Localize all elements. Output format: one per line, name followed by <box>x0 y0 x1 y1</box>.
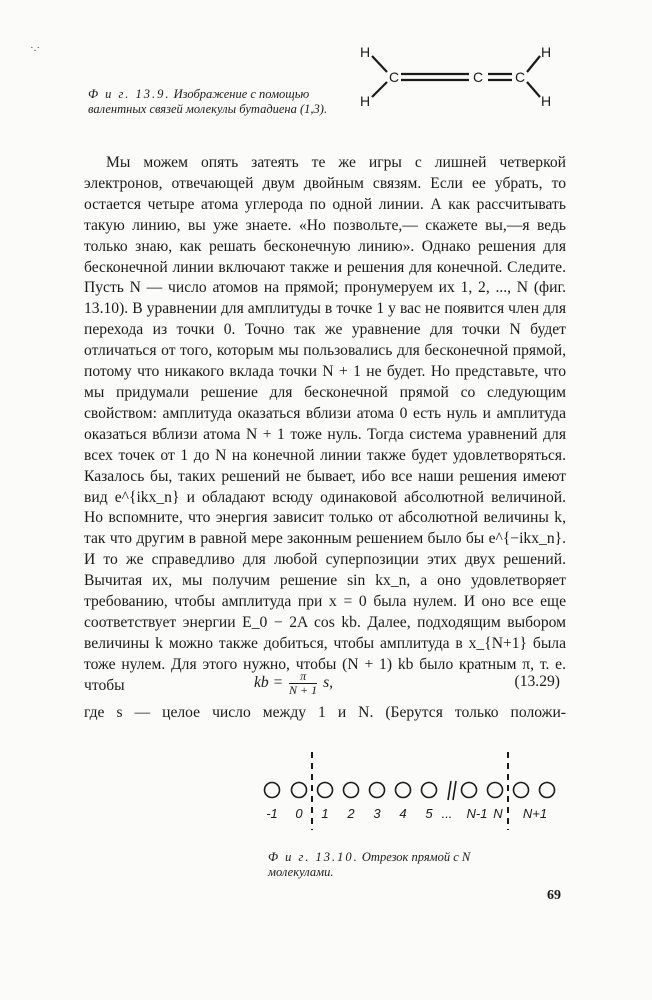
atom-h1: H <box>359 44 371 60</box>
equation-expression <box>254 670 333 697</box>
break-mark <box>453 781 456 800</box>
atom-c1: C <box>388 69 400 85</box>
figure-13-9-caption <box>88 87 336 117</box>
bond-c4-h-top <box>527 56 540 72</box>
page-number: 69 <box>547 888 561 903</box>
atom-label: N-1 <box>466 806 488 821</box>
figure-13-9-text: Изображение с помощью валентных связей молекулы бутадиена (1,3). <box>88 87 328 116</box>
atom-label: 4 <box>399 806 407 821</box>
atom-circle <box>344 783 359 798</box>
line-segment-diagram <box>255 750 565 835</box>
atom-label: ... <box>441 806 453 821</box>
atom-circle <box>462 783 477 798</box>
equation-tail: s, <box>323 674 334 692</box>
atom-h4: H <box>540 93 552 109</box>
atom-circle <box>514 783 529 798</box>
atom-label: -1 <box>266 806 278 821</box>
main-paragraph <box>84 153 566 697</box>
scan-mark: ·.· <box>30 42 41 54</box>
paragraph-text: Мы можем опять затеять те же игры с лишней четверкой электронов, отвечающей двум двойным связям. Если ее убрать, то остается четыре атома углерода по одной линии. А как рассчитывать такую линию, вы уже знаете. «Но позвольте,— скажете вы,—я ведь только знаю, как решать бесконечную линию». Однако решения для бесконечной линии включают также и решения для конечной. Следите. Пусть N — число атомов на прямой; пронумеруем их 1, 2, ..., N (фиг. 13.10). В уравнении для амплитуды в точке 1 у вас не появится член для перехода из точки 0. Точно так же уравнение для точки N будет отличаться от того, которым мы пользовались для бесконечной прямой, потому что никакого вклада точки N + 1 не будет. Но представьте, что мы придумали решение для бесконечной прямой со следующим свойством: амплитуда оказаться вблизи атома 0 есть нуль и амплитуда оказаться вблизи атома N + 1 тоже нуль. Тогда система уравнений для всех точек от 1 до N на конечной линии также будет удовлетворяться. Казалось бы, таких решений не бывает, ибо все наши решения имеют вид e^{ikx_n} и обладают всюду одинаковой абсолютной величиной. Но вспомните, что энергия зависит только от абсолютной величины k, так что другим в равной мере законным решением было бы e^{−ikx_n}. И то же справедливо для любой суперпозиции этих двух решений. Вычитая их, мы получим решение sin kx_n, а оно удовлетворяет требованию, чтобы амплитуда при x = 0 была нулем. И оно все еще соответствует энергии E_0 − 2A cos kb. Далее, подходящим выбором величины k можно также добиться, чтобы амплитуда в x_{N+1} была тоже нулем. Для этого нужно, чтобы (N + 1) kb было кратным π, т. е. чтобы <box>84 154 566 694</box>
atom-label: 1 <box>321 806 329 821</box>
atom-circle <box>422 783 437 798</box>
equation-lhs: kb = <box>254 674 284 692</box>
equation-13-29 <box>84 664 566 698</box>
atom-label: 5 <box>425 806 433 821</box>
atom-h3: H <box>540 44 552 60</box>
atom-circle <box>318 783 333 798</box>
equation-number: (13.29) <box>514 673 560 690</box>
atom-label: 2 <box>347 806 355 821</box>
atom-circle <box>265 783 280 798</box>
atom-label: 3 <box>373 806 381 821</box>
atom-label: N <box>493 806 503 821</box>
atom-circle <box>370 783 385 798</box>
equation-denominator: N + 1 <box>289 683 318 697</box>
bond-h-c1-bottom <box>372 82 387 97</box>
bond-c4-h-bottom <box>527 82 540 97</box>
atom-label: N+1 <box>522 806 548 821</box>
atom-label: 0 <box>295 806 303 821</box>
figure-13-10-caption <box>268 850 538 880</box>
butadiene-structure-diagram <box>352 40 562 112</box>
figure-13-9-label: Ф и г. 13.9. <box>88 87 171 101</box>
equation-numerator: π <box>289 670 317 684</box>
atom-circle <box>488 783 503 798</box>
atom-c2: C <box>472 69 484 85</box>
figure-13-10-text: Отрезок прямой с N молекулами. <box>268 850 471 879</box>
equation-fraction <box>289 670 317 697</box>
break-mark <box>448 781 451 800</box>
atom-circle <box>292 783 307 798</box>
bond-h-c1-top <box>372 56 387 72</box>
atom-c3: C <box>514 69 526 85</box>
atom-circle <box>396 783 411 798</box>
atom-circle <box>540 783 555 798</box>
figure-13-10-label: Ф и г. 13.10. <box>268 850 359 864</box>
after-formula-line: где s — целое число между 1 и N. (Берутся только положи- <box>84 704 566 721</box>
atom-h2: H <box>359 93 371 109</box>
